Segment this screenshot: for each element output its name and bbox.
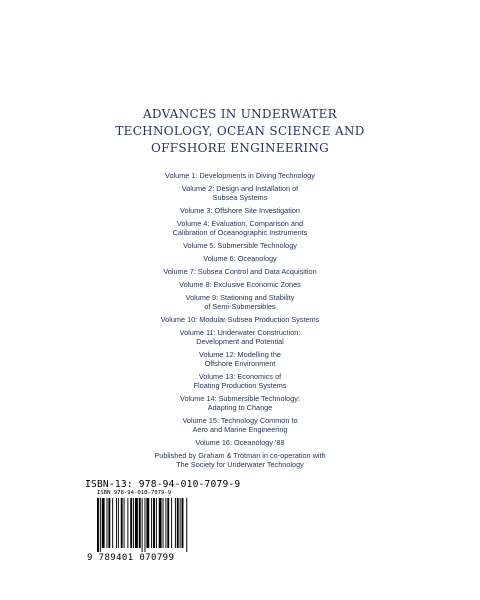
barcode-bar [133, 498, 134, 548]
volume-entry [0, 267, 480, 276]
volume-line-2: Subsea Systems [212, 193, 268, 202]
volume-line-1: Volume 13: Economics of [198, 372, 282, 381]
series-title [0, 106, 480, 157]
volume-entry [0, 171, 480, 180]
barcode-bar [167, 498, 169, 548]
volume-line-1: Volume 10: Modular Subsea Production Systems [160, 315, 320, 324]
volume-line-2: Floating Production Systems [193, 381, 287, 390]
volume-line-1: Volume 6: Oceanology [203, 254, 277, 263]
volume-line-1: Volume 9: Stationing and Stability [185, 293, 295, 302]
volume-entry [0, 328, 480, 346]
barcode-bar [146, 498, 149, 548]
barcode-image [97, 498, 205, 552]
barcode-bar [139, 498, 141, 548]
volume-entry [0, 372, 480, 390]
volume-line-1: Volume 1: Developments in Diving Technology [165, 171, 315, 180]
volume-list [0, 171, 480, 473]
barcode-bar [163, 498, 164, 548]
volume-line-1: Volume 4: Evaluation, Comparison and [176, 219, 304, 228]
barcode-bar [97, 498, 99, 552]
volume-line-2: Calibration of Oceanographic Instruments [172, 228, 308, 237]
barcode-bar [100, 498, 101, 552]
publisher-line-1: Published by Graham & Trotman in co-operation with [154, 451, 326, 460]
barcode-bar [102, 498, 105, 548]
barcode-bar [130, 498, 132, 548]
volume-line-1: Volume 15: Technology Common to [182, 416, 298, 425]
volume-line-1: Volume 7: Subsea Control and Data Acquisition [163, 267, 317, 276]
barcode-bar [165, 498, 166, 548]
series-title-line-1: ADVANCES IN UNDERWATER [142, 107, 338, 121]
series-title-line-2: TECHNOLOGY, OCEAN SCIENCE AND [115, 124, 365, 138]
volume-entry [0, 394, 480, 412]
volume-line-2: Offshore Environment [204, 359, 276, 368]
volume-line-1: Volume 3: Offshore Site Investigation [180, 206, 300, 215]
volume-entry [0, 280, 480, 289]
barcode-bar [151, 498, 152, 548]
barcode-bar [180, 498, 181, 548]
barcode-bar [182, 498, 184, 548]
isbn-block [85, 479, 265, 563]
barcode-bar [118, 498, 119, 548]
barcode-bar [121, 498, 123, 548]
volume-entry [0, 206, 480, 215]
volume-line-2: Adapting to Change [207, 403, 273, 412]
series-title-line-3: OFFSHORE ENGINEERING [150, 141, 330, 155]
volume-line-2: Aero and Marine Engineering [192, 425, 288, 434]
barcode-bar [177, 498, 179, 548]
barcode-bar [142, 498, 143, 552]
barcode-bar [159, 498, 162, 548]
volume-entry [0, 254, 480, 263]
volume-entry [0, 438, 480, 447]
barcode-bar [145, 498, 146, 552]
volume-line-1: Volume 8: Exclusive Economic Zones [179, 280, 301, 289]
barcode-bar [124, 498, 125, 548]
barcode-bar [153, 498, 155, 548]
volume-line-2: Development and Potential [196, 337, 284, 346]
publisher-note [0, 451, 480, 469]
barcode-bar [107, 498, 108, 548]
barcode-bar [171, 498, 172, 548]
barcode-bar [156, 498, 157, 548]
barcode-bar [108, 498, 110, 548]
volume-entry [0, 219, 480, 237]
isbn-small-label: ISBN 978-94-010-7079-9 [97, 490, 172, 496]
volume-entry [0, 241, 480, 250]
volume-entry [0, 350, 480, 368]
volume-line-1: Volume 11: Underwater Construction: [179, 328, 301, 337]
barcode-bar [127, 498, 128, 548]
barcode-bar [175, 498, 176, 548]
volume-line-1: Volume 5: Submersible Technology [183, 241, 297, 250]
isbn-13-label: ISBN-13: 978-94-010-7079-9 [85, 479, 241, 490]
barcode-bar [116, 498, 117, 548]
barcode-digits: 9 789401 070799 [87, 553, 175, 563]
publisher-line-2: The Society for Underwater Technology [176, 460, 304, 469]
volume-entry [0, 184, 480, 202]
barcode-bar [135, 498, 138, 548]
barcode-bar [112, 498, 113, 548]
volume-line-1: Volume 2: Design and Installation of [181, 184, 299, 193]
volume-line-1: Volume 16: Oceanology '88 [195, 438, 285, 447]
barcode-bar [186, 498, 187, 552]
volume-line-1: Volume 14: Submersible Technology: [180, 394, 300, 403]
volume-entry [0, 293, 480, 311]
volume-entry [0, 315, 480, 324]
volume-entry [0, 416, 480, 434]
volume-line-1: Volume 12: Modelling the [199, 350, 281, 359]
volume-line-2: of Semi-Submersibles [204, 302, 276, 311]
